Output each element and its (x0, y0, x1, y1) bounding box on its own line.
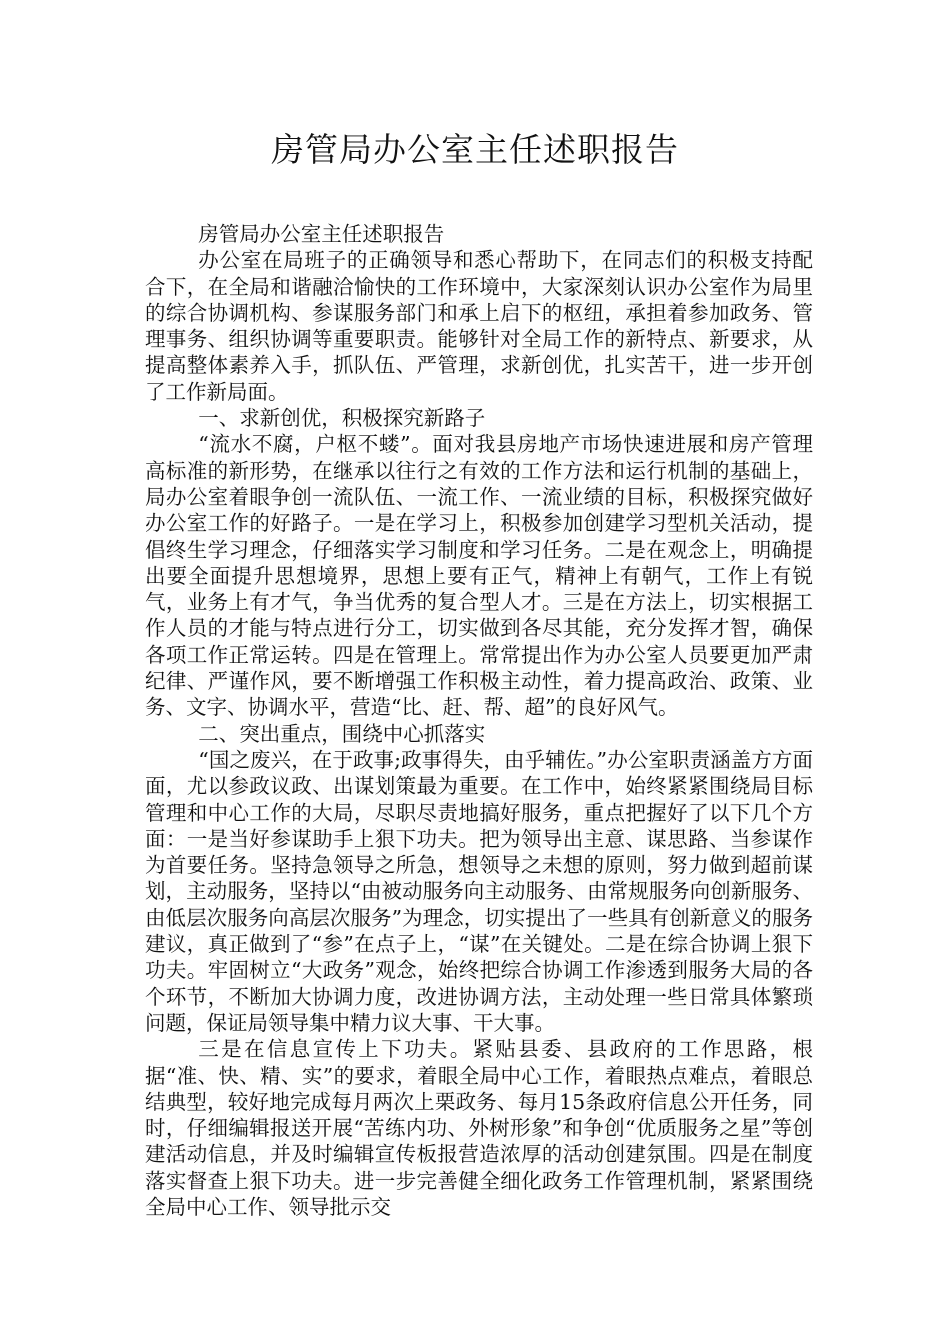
paragraph-heading-repeat: 房管局办公室主任述职报告 (198, 222, 445, 246)
section-heading-1: 一、求新创优，积极探究新路子 (198, 406, 486, 431)
document-body (145, 221, 813, 1220)
paragraph-section-2: “国之废兴，在于政事;政事得失，由乎辅佐。”办公室职责涵盖方方面面，尤以参政议政、出谋划策最为重要。在工作中，始终紧紧围绕局目标管理和中心工作的大局，尽职尽责地搞好服务，重点把握好了以下几个方面：一是当好参谋助手上狠下功夫。把为领导出主意、谋思路、当参谋作为首要任务。坚持急领导之所急，想领导之未想的原则，努力做到超前谋划，主动服务，坚持以“由被动服务向主动服务、由常规服务向创新服务、由低层次服务向高层次服务”为理念，切实提出了一些具有创新意义的服务建议，真正做到了“参”在点子上，“谋”在关键处。二是在综合协调上狠下功夫。牢固树立“大政务”观念，始终把综合协调工作渗透到服务大局的各个环节，不断加大协调力度，改进协调方法，主动处理一些日常具体繁琐问题，保证局领导集中精力议大事、干大事。 (145, 747, 813, 1035)
document-title: 房管局办公室主任述职报告 (271, 130, 679, 169)
paragraph-intro: 办公室在局班子的正确领导和悉心帮助下，在同志们的积极支持配合下，在全局和谐融洽愉快的工作环境中，大家深刻认识办公室作为局里的综合协调机构、参谋服务部门和承上启下的枢纽，承担着参加政务、管理事务、组织协调等重要职责。能够针对全局工作的新特点、新要求，从提高整体素养入手，抓队伍、严管理，求新创优，扎实苦干，进一步开创了工作新局面。 (145, 248, 813, 404)
paragraph-section-2-continued: 三是在信息宣传上下功夫。紧贴县委、县政府的工作思路，根据“准、快、精、实”的要求，着眼全局中心工作，着眼热点难点，着眼总结典型，较好地完成每月两次上栗政务、每月15条政府信息公开任务，同时，仔细编辑报送开展“苦练内功、外树形象”和争创“优质服务之星”等创建活动信息，并及时编辑宣传板报营造浓厚的活动创建氛围。四是在制度落实督查上狠下功夫。进一步完善健全细化政务工作管理机制，紧紧围绕全局中心工作、领导批示交 (145, 1037, 813, 1219)
section-heading-2: 二、突出重点，围绕中心抓落实 (198, 721, 486, 746)
paragraph-section-1: “流水不腐，户枢不蝼”。面对我县房地产市场快速进展和房产管理高标准的新形势，在继承以往行之有效的工作方法和运行机制的基础上，局办公室着眼争创一流队伍、一流工作、一流业绩的目标，积极探究做好办公室工作的好路子。一是在学习上，积极参加创建学习型机关活动，提倡终生学习理念，仔细落实学习制度和学习任务。二是在观念上，明确提出要全面提升思想境界，思想上要有正气，精神上有朝气，工作上有锐气，业务上有才气，争当优秀的复合型人才。三是在方法上，切实根据工作人员的才能与特点进行分工，切实做到各尽其能，充分发挥才智，确保各项工作正常运转。四是在管理上。常常提出作为办公室人员要更加严肃纪律、严谨作风，要不断增强工作积极主动性，着力提高政治、政策、业务、文字、协调水平，营造“比、赶、帮、超”的良好风气。 (145, 432, 813, 720)
